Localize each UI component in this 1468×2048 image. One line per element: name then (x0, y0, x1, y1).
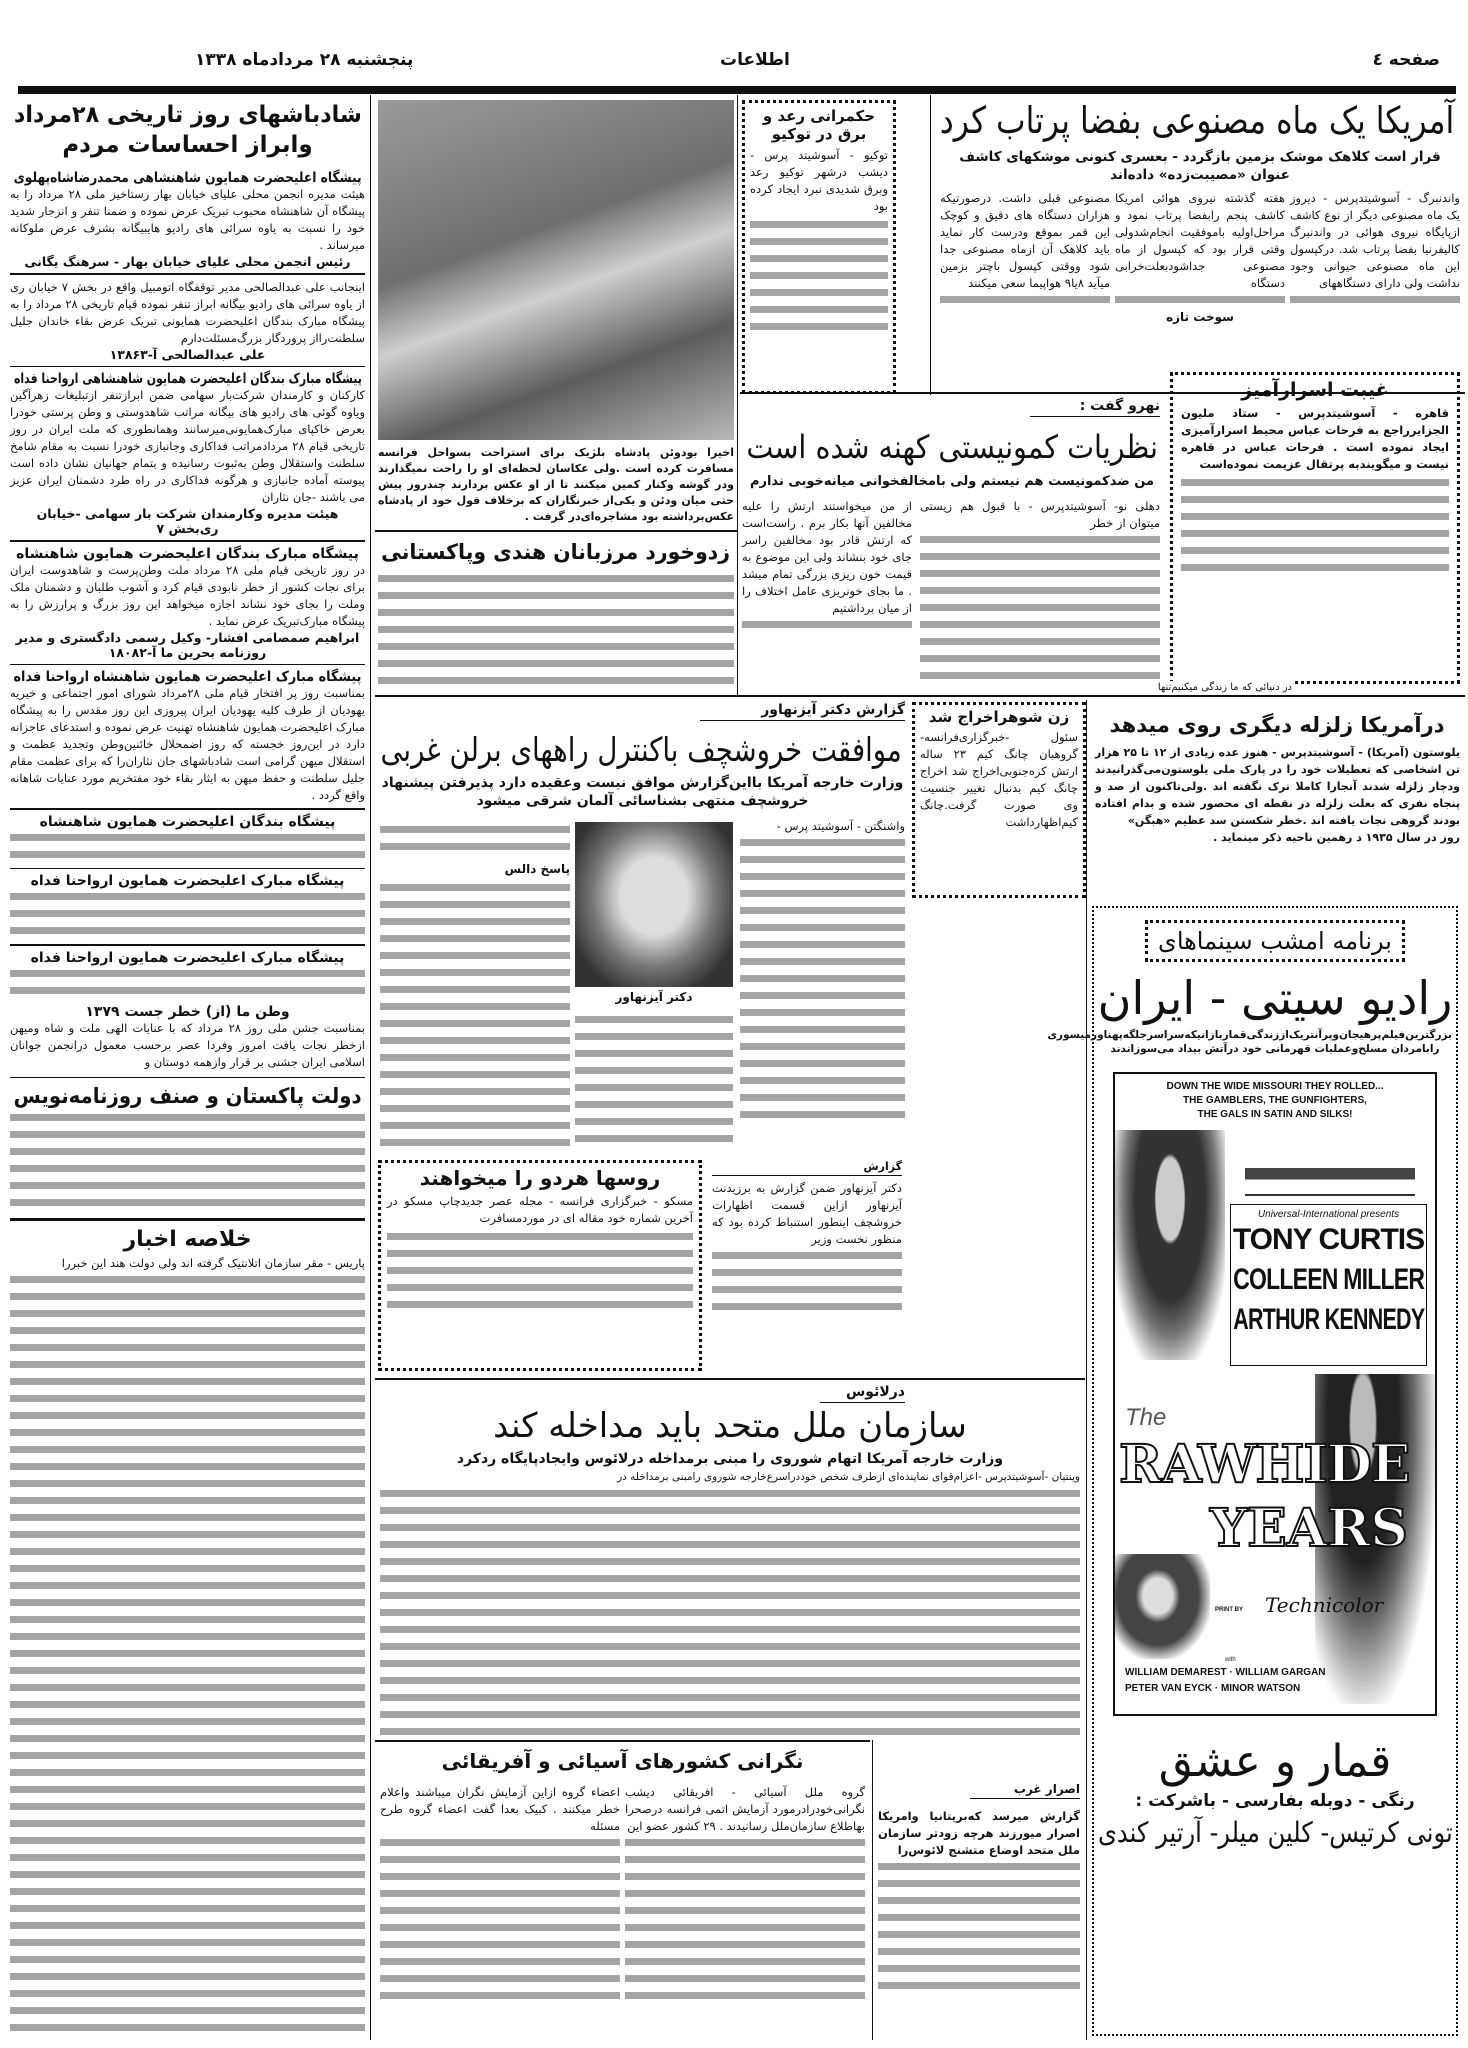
photo-column (378, 100, 734, 694)
left-headline-2-text: وابراز احساسات مردم (62, 132, 313, 158)
khrushchev-headline (375, 728, 907, 772)
satellite-col-3 (940, 190, 1110, 309)
text-block (10, 889, 365, 940)
laos-lead: وینتیان -آسوشیتدپرس -اعزام‌قوای نماینده‌ای ازطرف شخص خوددراسرع‌خارجه شوروی رامبنی برمداخله در (617, 1471, 1080, 1483)
greeting-body: بمناسبت روز پر افتخار قیام ملی ۲۸مرداد شورای امور اجتماعی و خیریه یهودیان از طرف کلیه یهودیان ایران پیروزی این روز مقدس را به پیشگاه مبارک اعلیحضرت همایون شاهنشاه تهنیت عرض نموده و استدعای عاجزانه دارد در این‌روز خجسته که روز اضمحلال خائنین‌وطن وتجدید عظمت و استقلال میهن گرامی است شادباشهای جان نثاران‌را که برای عظمت مقام جلیل سلطنت و حفظ میهن به ایثار بقاء خود مفتخریم مورد عنایات شاهانه واقع گردد . (10, 686, 365, 802)
mystery-box (1170, 372, 1460, 684)
greeting-title-text: پیشگاه مبارک اعلیحضرت همایون ارواحنا فداه (30, 949, 345, 966)
soldier-headline: زن شوهراخراج شد (928, 708, 1070, 726)
poster-star-text: ARTHUR KENNEDY (1232, 1303, 1425, 1336)
laos-headline (380, 1403, 1080, 1449)
left-headline-1-text: شادباشهای روز تاریخی ۲۸مرداد (13, 102, 362, 128)
poster-star (1231, 1300, 1426, 1340)
divider (10, 366, 365, 368)
steamboat-illustration (1245, 1136, 1415, 1196)
persian-movie-title: قمار و عشق (1158, 1736, 1392, 1787)
greeting-title (10, 950, 365, 966)
poster-tagline-line: THE GALS IN SATIN AND SILKS! (1197, 1109, 1353, 1120)
divider (10, 664, 365, 666)
greeting-signature: ابراهیم صمصامی افشار- وکیل رسمی دادگستری و مدیر روزنامه بحرین ما آ-۱۸۰۸۲ (15, 629, 360, 660)
greeting-body: اینجانب علی عبدالصالحی مدیر توقفگاه اتومبیل واقع در بخش ۷ خیابان ری از یاوه سرائی های رادیو بیگانه ابراز تنفر نموده قیام تاریخی ۲۸ مرداد را به پیشگاه مبارک بندگان اعلیحضرت همایونی تبریک عرض بقاء خاندان جلیل سلطنت‌رااز پروردگار بزرگ‌مسئلت‌دارم (10, 279, 365, 345)
greeting-body: بمناسبت جشن ملی روز ۲۸ مرداد که با عنایات الهی ملت و شاه ومیهن ازخطر نجات یافت امروز وفردا عصر برحسب معمول درانجمن جوانان اسلامی ایران جشنی بر قرار وازهمه دوستان و (10, 1020, 365, 1069)
divider (10, 1077, 365, 1079)
khrushchev-kicker: گزارش دکتر آیزنهاور (700, 702, 905, 721)
news-summary-headline-text: خلاصه اخبار (123, 1226, 252, 1252)
greeting-title (10, 814, 365, 830)
divider (375, 1740, 870, 1742)
king-baudouin-photo (378, 100, 734, 440)
satellite-headline-text: آمریکا یک ماه مصنوعی بفضا پرتاب کرد (940, 99, 1455, 142)
poster-star (1231, 1260, 1426, 1300)
greeting-signature: رئیس انجمن محلی علیای خیابان بهار - سرهنگ یگانی (24, 254, 351, 269)
text-block (10, 1110, 365, 1212)
greeting-body: هیئت مدیره انجمن محلی علیای خیابان بهار رستاخیز ملی ۲۸ مرداد را به پیشگاه آن شاهنشاه محبوب تبریک عرض نموده و ضمنا تنفر و انزجار شدید خود را نسبت به یاوه سرائی های رادیو هایبیگانه بشرف عرض ملوکانه میرساند . (10, 187, 365, 252)
greeting-body: در روز تاریخی قیام ملی ۲۸ مرداد ملت وطن‌پرست و شاهدوست ایران برای نجات کشور از خطر نابودی قیام کرد و آشوب طلبان و دشمنان ملک وملت را بجای خود نشاند اجازه میخواهد این روز بزرگ و پرارزش را به پیشگاه مبارک‌تبریک عرض نماید . (10, 562, 365, 628)
khrushchev-lead (740, 818, 905, 1124)
poster-star-text: TONY CURTIS (1232, 1223, 1425, 1256)
asia-africa-headline (375, 1746, 870, 1776)
india-pakistan-headline-text: زدوخورد مرزبانان هندی وپاکستانی (381, 539, 731, 564)
divider (10, 273, 365, 275)
pakistan-press-headline (10, 1082, 365, 1110)
divider (375, 1378, 1085, 1380)
poster-title-rawhide: RAWHIDE (1119, 1434, 1410, 1495)
greeting-signature: علی عبدالصالحی آ-۱۳۸۶۳ (109, 346, 266, 362)
greeting-title (10, 170, 365, 186)
greeting-title (10, 669, 365, 685)
poster-star-text: COLLEEN MILLER (1232, 1263, 1425, 1296)
text-block (1115, 292, 1285, 309)
masthead-rule (18, 86, 1456, 94)
divider (10, 1218, 365, 1221)
tokyo-headline: حکمرانی رعد و برق در توکیو (762, 107, 876, 143)
earthquake-headline (1092, 710, 1462, 740)
poster-star (1231, 1220, 1426, 1260)
text-block (575, 1012, 733, 1148)
satellite-text: واندنبرگ - آسوشیتدپرس - دیروز یک ماه مصنوعی دیگر از نوع کاشف ازپایگاه نیروی هوائی در واندنبرگ کالیفرنیا بفضا پرتاب شد. درکپسول این ماه مصنوعی حیوانی وجود نداشت ولی دارای دستگاههای (1290, 191, 1460, 290)
west-insist-label: اصرار غرب (970, 1782, 1080, 1799)
newspaper-name: اطلاعات (720, 50, 790, 70)
persian-movie-stars (1094, 1813, 1456, 1853)
movie-details: رنگی - دوبله بفارسی - باشرکت : (1135, 1791, 1415, 1811)
report-label: گزارش (712, 1160, 902, 1176)
text-block (10, 830, 365, 864)
poster-tagline-line: DOWN THE WIDE MISSOURI THEY ROLLED... (1166, 1081, 1384, 1092)
movie-poster (1113, 1072, 1437, 1716)
text-block (380, 1486, 1080, 1736)
poster-stars-box (1230, 1204, 1427, 1366)
khrushchev-subhead: وزارت خارجه آمریکا بااین‌گزارش موافق نیست وعقیده دارد پذیرفتن پیشنهاد خروشچف منتهی بشناسائی آلمان شرقی میشود (381, 775, 904, 809)
greeting-title (10, 873, 365, 889)
column-divider (930, 95, 931, 395)
left-column (10, 100, 365, 2035)
greeting-title-text: پیشگاه اعلیحضرت همایون شاهنشاهی محمدرضاشاه‌پهلوی (13, 170, 362, 186)
soldier-body: سئول -خبرگزاری‌فرانسه- گروهبان چانگ کیم ۲۳ ساله ارتش کره‌جنوبی‌اخراج شد اخراج چانگ کیم بدنبال تغییر جنسیت وی صورت گرفت.چانگ کیم‌اظهارداشت (920, 730, 1078, 829)
text-block (920, 532, 1160, 685)
poster-presents: Universal-International presents (1257, 1209, 1400, 1220)
greeting-title (10, 546, 365, 562)
earthquake-body: یلوستون (آمریکا) - آسوشیتدپرس - هنوز عده زیادی از ۱۲ تا ۲۵ هزار تن اشخاصی که تعطیلات خود را در پارک ملی یلوستون‌می‌گذرانیدند ودچار زلزله شدند آنجارا کاملا ترک نگفته اند .ولی‌تاکنون از صد و پنجاه نفری که بعلت زلزله در نقطه ای محصور شده و بدام افتاده بودند گروهی نجات یافته اند .خطر شکستن سد عظیم «هبگن» (1095, 746, 1461, 827)
nehru-kicker: نهرو گفت : (1030, 398, 1160, 417)
divider (10, 868, 365, 870)
india-pakistan-headline (378, 537, 734, 567)
cinema-header-box (1145, 920, 1405, 962)
greeting-signature: هیئت مدیره وکارمندان شرکت بار سهامی -خیابان ری‌بخش ۷ (36, 506, 339, 536)
poster-with: with (1225, 1657, 1236, 1663)
report-text: دکتر آیزنهاور ضمن گزارش به برزیدنت آیزنهاور ازاین قسمت اظهارات خروشچف اینطور استنباط کرده بود که منظور نخست وزیر (712, 1181, 902, 1246)
satellite-headline (935, 98, 1460, 144)
report-body (712, 1180, 902, 1316)
greeting-title-text: پیشگاه مبارک اعلیحضرت همایون ارواحنا فداه (30, 873, 345, 889)
mystery-body: قاهره - آسوشیتدپرس - ستاد ملیون الجزایرراجع به فرحات عباس محیط اسرارآمیزی ایجاد نموده است . فرحات عباس در قاهره نیست و میگویندبه پرتقال عزیمت نموده‌است (1181, 406, 1449, 471)
text-block (10, 966, 365, 1000)
earthquake-article (1095, 744, 1460, 846)
text-block (378, 571, 734, 695)
greeting-title-text: پیشگاه بندگان اعلیحضرت همایون شاهنشاه (39, 813, 336, 830)
cinema-tagline: بزرگترین‌فیلم‌پرهیجان‌وپرآنتریک‌اززندگی‌قماربازانیکه‌سراسرجلگه‌پهناورمیسوری رابامردان مسلح‌وعملیات قهرمانی خود درآتش بیداد می‌سوزاندند (1047, 1029, 1452, 1055)
nehru-text: از من میخواستند ارتش را علیه مخالفین آنها بکار برم . راست‌است که ارتش قادر بود مخالفین راسر جای خود بنشاند ولی این موضوع به قیمت خون ریزی بزرگی تمام میشد . ما بجای خونریزی عامل اختلاف را از میان برداشتیم (742, 499, 912, 615)
dulles-label: پاسخ دالس (504, 862, 570, 876)
asia-africa-text: گروه ملل آسیائی - افریقائی دیشب نگرانی‌خودرادرمورد آزمایش اتمی فرانسه درصحرا بهاطلاع سازمان‌ملل رسانیدند . ۲۹ کشور عضو این (625, 1785, 865, 1833)
photo-caption: اخیرا بودوئن پادشاه بلژیک برای استراحت بسواحل فرانسه مسافرت کرده است .ولی عکاسان لحظه‌ای او را راحت نمیگذارند ودر گوشه وکنار کمین میکنند تا از او عکس بردارند چندروز پیش حتی میان ودئن و یکی‌از خبرنگاران که برخلاف قول خود از پادشاه عکس‌برداشته بود مشاجره‌ای‌در گرفت . (378, 446, 734, 523)
tokyo-body: توکیو - آسوشیتد پرس - دیشب درشهر توکیو رعد وبرق شدیدی نبرد ایجاد کرده بود (750, 148, 888, 213)
text-block (740, 835, 905, 1124)
poster-title-years: YEARS (1210, 1498, 1408, 1559)
greeting-title-text: وطن ما (از) خطر جست ۱۳۷۹ (85, 1003, 290, 1020)
soldier-box (912, 702, 1086, 898)
divider (375, 530, 737, 532)
greeting-title (10, 1004, 365, 1020)
text-block (940, 292, 1110, 309)
poster-tagline (1115, 1074, 1435, 1122)
page-number: صفحه ٤ (1372, 50, 1440, 70)
west-insist-text: گزارش میرسد که‌بریتانیا وامریکا اصرار میورزند هرچه زودتر سازمان ملل متحد اوضاع متشنج لائوس‌را (878, 1809, 1080, 1857)
left-headline-2 (10, 130, 365, 160)
nehru-headline (742, 426, 1162, 468)
satellite-text: مصنوعی قبلی داشت. درصورتیکه هزاران دستگاه های دقیق و کوچک این قمر بموقع ودرست کار نماید باید کلاهک آن ازماه مصنوعی جدا شود ووقتی کپسول باچتر بزمین میآید ۸یا۹ هواپیما سعی میکنند (940, 191, 1110, 290)
text-block (750, 217, 888, 336)
nehru-subhead (742, 472, 1162, 492)
cinema-name-text: رادیو سیتی - ایران (1097, 971, 1453, 1025)
left-headline-1 (10, 100, 365, 130)
poster-title-the: The (1125, 1404, 1167, 1431)
poster-technicolor: Technicolor (1265, 1593, 1384, 1617)
satellite-section-label: سوخت تازه (1166, 310, 1234, 324)
satellite-col-1 (1290, 190, 1460, 309)
text-block (742, 617, 912, 634)
text-block (1290, 292, 1460, 309)
poster-tagline-line: THE GAMBLERS, THE GUNFIGHTERS, (1183, 1095, 1367, 1106)
west-insist-body (878, 1808, 1080, 1995)
greeting-title-text: پیشگاه مبارک بندگان اعلیحضرت همایون شاهنشاهی ارواحنا فداه (13, 371, 362, 387)
cinema-ad (1047, 906, 1458, 2036)
text-block (1181, 475, 1449, 577)
earthquake-headline-text: درآمریکا زلزله دیگری روی میدهد (1109, 713, 1445, 737)
earthquake-ending: روز در سال ۱۹۳۵ د رهمین ناحیه ذکر مینماید . (1213, 831, 1460, 844)
greeting-body: کارکنان و کارمندان شرکت‌بار سهامی ضمن ابرازتنفر ازتبلیغات زهرآگین ویاوه گوئی های رادیو های بیگانه مراتب شاهدوستی و وطن پرستی خودرا بعرض خاکپای مبارک‌همایونی‌میرسانند وهمانطوری که ملت ایران در روز تاریخی قیام ۲۸ مردادمراتب فداکاری وجانبازی خودرا نسبت به مقام شامخ سلطنت واستقلال وطن به‌ثبوت رسانیده و بتمام جهانیان نشان داده است پیوسته آماده جانبازی و هرگونه فداکاری در راه طرد دشمنان ایران عزیز می باشند -جان نثاران (10, 388, 366, 504)
greeting-title (10, 371, 365, 387)
russians-body: مسکو - خبرگزاری فرانسه - مجله عصر جدیدچاپ مسکو در آخرین شماره خود مقاله ای در موردمسافرت (387, 1194, 693, 1225)
asia-africa-text: اعضاء گروه ازاین آزمایش نگران میباشند واعلام خطر میکنند . کبیک بعدا گفت اعضاء گروه طرح مسئله (380, 1785, 620, 1833)
khrushchev-text: واشنگتن - آسوشیتد پرس - (776, 819, 905, 833)
asia-africa-col-1 (625, 1784, 865, 2005)
text-block (712, 1248, 902, 1316)
cinema-name (1094, 968, 1456, 1028)
eisenhower-photo (575, 822, 733, 987)
persian-movie-stars-text: تونی کرتیس- کلین میلر- آرتیر کندی (1097, 1816, 1453, 1849)
column-divider (737, 95, 738, 695)
eisenhower-caption: دکتر آیزنهاور (615, 990, 693, 1004)
divider (10, 540, 365, 542)
cowboy-illustration (1115, 1130, 1225, 1360)
poster-print-by: PRINT BY (1215, 1607, 1244, 1613)
satellite-col-2 (1115, 190, 1285, 326)
divider (10, 944, 365, 946)
satellite-text: هفته گذشته نیروی هوائی امریکا کاشف پنجم رابفضا پرتاب نمود و مراحل‌اولیه باموفقیت انجام‌شدولی وقتی قرار بود که کپسول از ماه مصنوعی جداشودبعلت‌خرابی دستگاه (1115, 191, 1285, 290)
column-divider (872, 1740, 873, 2040)
column-divider (370, 95, 371, 2040)
khrushchev-headline-text: موافقت خروشچف باکنترل راههای برلن غربی (380, 730, 902, 769)
text-block (387, 1229, 693, 1314)
russians-box (378, 1160, 702, 1371)
text-block (10, 1272, 365, 2036)
poster-cast-line: PETER VAN EYCK · MINOR WATSON (1125, 1683, 1301, 1694)
asia-africa-headline-text: نگرانی کشورهای آسیائی و آفریقائی (441, 1749, 804, 1773)
news-summary-headline (10, 1225, 365, 1255)
nehru-text: دهلی نو- آسوشیتدپرس - با قبول هم زیستی میتوان از خطر (920, 499, 1160, 530)
laos-kicker: درلائوس (820, 1384, 905, 1403)
nehru-col-2 (742, 498, 912, 634)
text-block (380, 822, 570, 856)
russians-headline: روسها هردو را میخواهند (419, 1166, 661, 1190)
greeting-title-text: پیشگاه مبارک بندگان اعلیحضرت همایون شاهنشاه (16, 545, 359, 562)
laos-headline-text: سازمان ملل متحد باید مداخله کند (493, 1406, 967, 1446)
column-divider (1086, 700, 1087, 2040)
text-block (878, 1859, 1080, 1995)
news-summary-lead: پاریس - مقر سازمان اتلانتیک گرفته اند ولی دولت هند این خبررا (61, 1255, 365, 1270)
satellite-subhead: قرار است کلاهک موشک بزمین بازگردد - بعسری کنونی موشکهای کاشف عنوان «مصیبت‌زده» داده‌اند (959, 149, 1441, 183)
cinema-header: برنامه امشب سینماهای (1158, 927, 1392, 955)
issue-date: پنجشنبه ۲۸ مردادماه ۱۳۳۸ (195, 50, 414, 70)
text-block (380, 880, 570, 1152)
pakistan-press-headline-text: دولت پاکستان و صنف روزنامه‌نویس (13, 1084, 362, 1108)
laos-subhead: وزارت خارجه آمریکا اتهام شوروی را مبنی برمداخله درلائوس وایجادپایگاه ردکرد (456, 1451, 1004, 1467)
gunman-illustration (1115, 1554, 1210, 1659)
laos-article (380, 1384, 1080, 1736)
greeting-title-text: پیشگاه مبارک اعلیحضرت همایون شاهنشاه ارواحنا فداه (13, 669, 362, 685)
text-block (625, 1835, 865, 2005)
text-block (380, 1835, 620, 2005)
divider (10, 808, 365, 810)
nehru-headline-text: نظریات کمونیستی کهنه شده است (746, 428, 1158, 466)
nehru-lead (920, 498, 1160, 685)
divider (375, 695, 1465, 697)
small-caption: در دنیائی که ما زندگی میکنیم‌تنها (1092, 681, 1292, 694)
asia-africa-col-2 (380, 1784, 620, 2005)
tokyo-box (742, 100, 896, 394)
nehru-subhead-text: من ضدکمونیست هم نیستم ولی بامخالفخوانی میانه‌خوبی ندارم (749, 474, 1155, 489)
poster-cast-line: WILLIAM DEMAREST · WILLIAM GARGAN (1125, 1667, 1326, 1678)
mystery-headline: غیبت اسرارآمیز (1241, 379, 1389, 401)
